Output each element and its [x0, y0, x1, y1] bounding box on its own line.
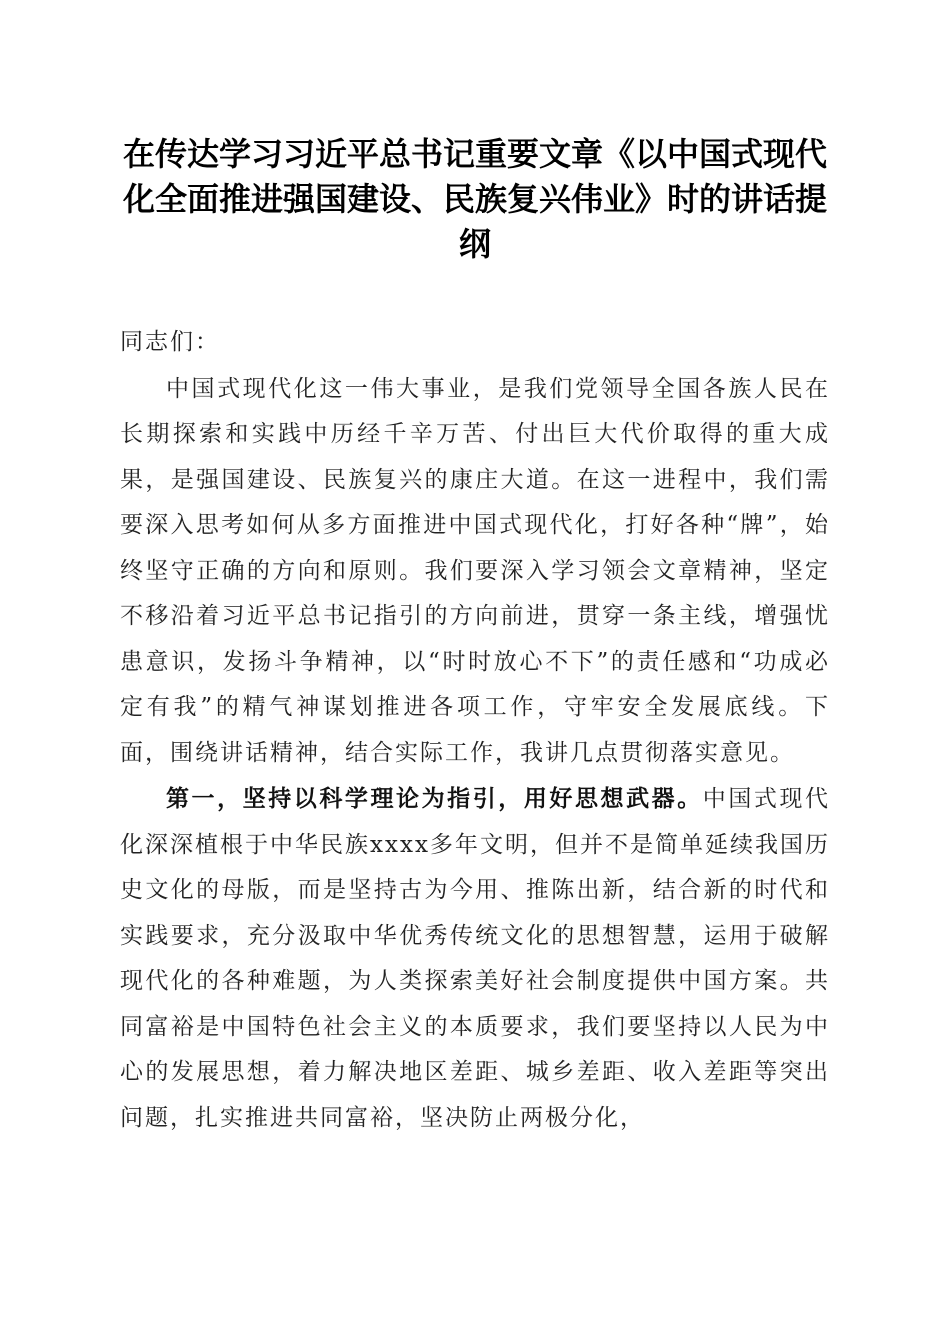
document-title: 在传达学习习近平总书记重要文章《以中国式现代化全面推进强国建设、民族复兴伟业》时的讲话提纲 — [122, 135, 827, 263]
paragraph-intro — [120, 366, 830, 777]
paragraph-lead: 第一，坚持以科学理论为指引，用好思想武器。 — [166, 785, 703, 812]
paragraph-text: 中国式现代化这一伟大事业，是我们党领导全国各族人民在长期探索和实践中历经千辛万苦、付出巨大代价取得的重大成果，是强国建设、民族复兴的康庄大道。在这一进程中，我们需要深入思考如何从多方面推进中国式现代化，打好各种“牌”，始终坚守正确的方向和原则。我们要深入学习领会文章精神，坚定不移沿着习近平总书记指引的方向前进，贯穿一条主线，增强忧患意识，发扬斗争精神，以“时时放心不下”的责任感和“功成必定有我”的精气神谋划推进各项工作，守牢安全发展底线。下面，围绕讲话精神，结合实际工作，我讲几点贯彻落实意见。 — [120, 375, 830, 766]
paragraph-point-one — [120, 776, 830, 1141]
paragraph-text: 中国式现代化深深植根于中华民族xxxx多年文明，但并不是简单延续我国历史文化的母版，而是坚持古为今用、推陈出新，结合新的时代和实践要求，充分汲取中华优秀传统文化的思想智慧，运用于破解现代化的各种难题，为人类探索美好社会制度提供中国方案。共同富裕是中国特色社会主义的本质要求，我们要坚持以人民为中心的发展思想，着力解决地区差距、城乡差距、收入差距等突出问题，扎实推进共同富裕，坚决防止两极分化， — [120, 786, 831, 1131]
document-body — [120, 320, 830, 1141]
salutation: 同志们： — [120, 329, 220, 355]
